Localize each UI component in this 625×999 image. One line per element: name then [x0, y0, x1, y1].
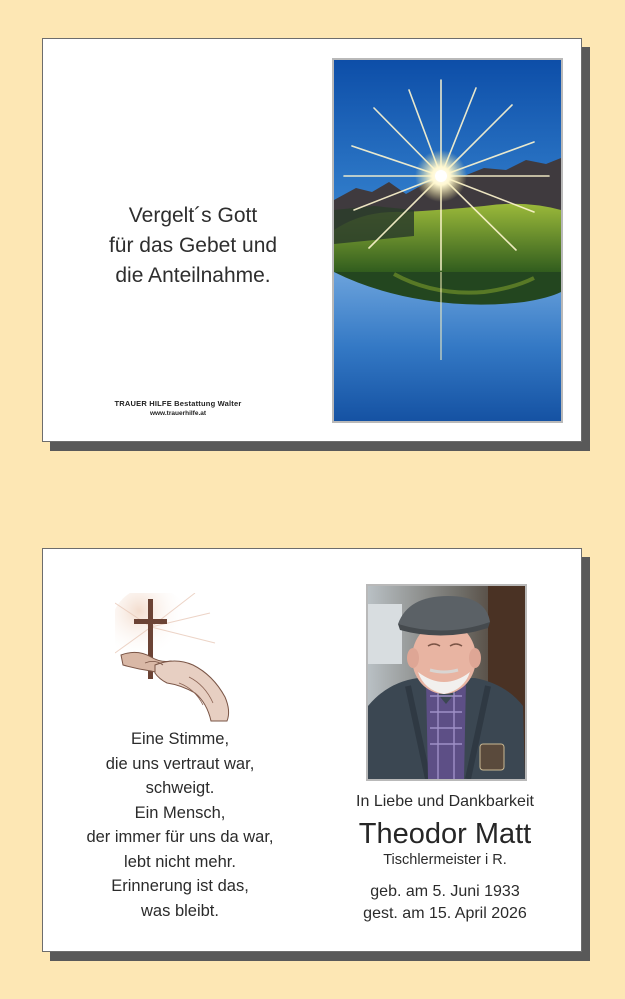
deceased-name: Theodor Matt	[358, 818, 532, 850]
poem-line: Erinnerung ist das,	[111, 877, 249, 895]
poem-line: Ein Mensch,	[134, 803, 226, 822]
dedication-text: In Liebe und Dankbarkeit	[356, 793, 534, 810]
deceased-portrait-photo	[366, 584, 527, 781]
life-dates	[315, 881, 575, 924]
thanks-line: für das Gebet und	[108, 234, 278, 257]
publisher-imprint	[83, 399, 273, 417]
memorial-card-back	[42, 548, 582, 952]
publisher-url: www.trauerhilfe.at	[149, 410, 207, 417]
poem-line: Eine Stimme,	[130, 730, 230, 748]
cross-and-hands-icon	[115, 593, 243, 725]
publisher-name: TRAUER HILFE Bestattung Walter	[114, 399, 242, 408]
poem-line: schweigt.	[145, 779, 215, 797]
thanks-line: die Anteilnahme.	[115, 264, 271, 287]
memorial-poem	[61, 727, 299, 923]
death-date: gest. am 15. April 2026	[363, 904, 527, 922]
thank-you-card-front	[42, 38, 582, 442]
birth-date: geb. am 5. Juni 1933	[370, 883, 520, 900]
thanks-line: Vergelt´s Gott	[128, 204, 258, 227]
memorial-details	[315, 791, 575, 924]
deceased-profession: Tischlermeister i R.	[383, 852, 507, 868]
poem-line: die uns vertraut war,	[105, 754, 255, 773]
poem-line: lebt nicht mehr.	[124, 852, 236, 871]
poem-line: was bleibt.	[141, 901, 219, 920]
poem-line: der immer für uns da war,	[86, 828, 274, 846]
thank-you-text	[83, 201, 303, 291]
mountain-lake-sunburst-image	[332, 58, 563, 423]
